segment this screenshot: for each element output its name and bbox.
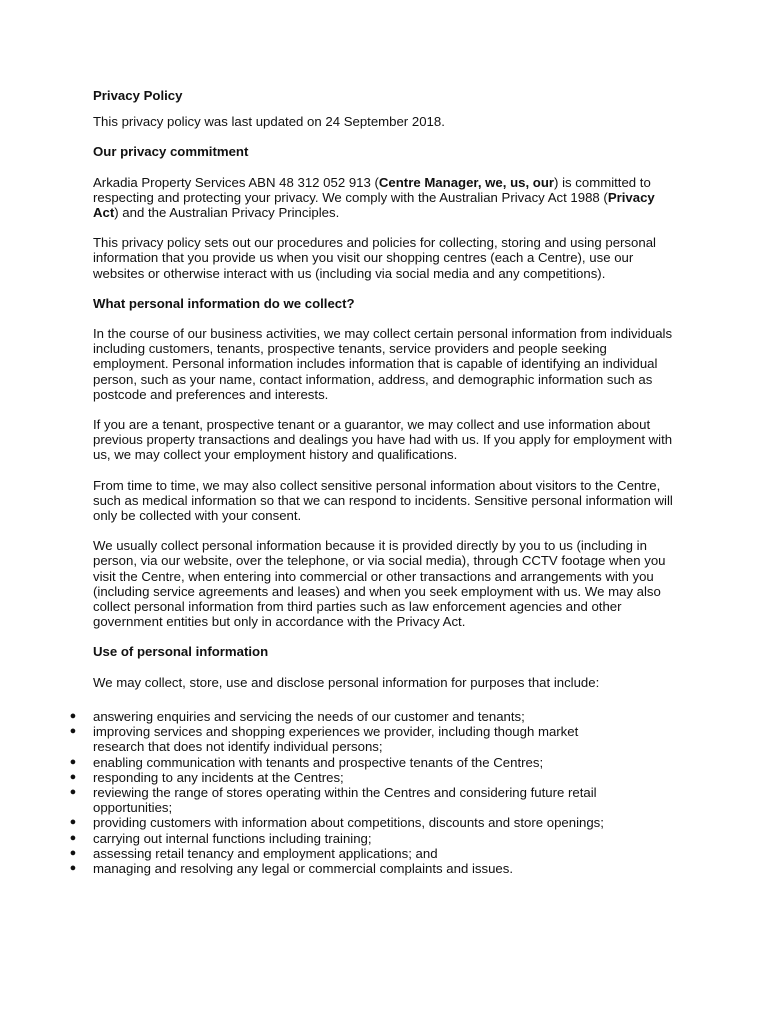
list-item: [69, 708, 683, 724]
document-body: [69, 88, 683, 876]
bullet-icon: ●: [69, 831, 77, 844]
bullet-icon: ●: [69, 770, 77, 783]
list-item: [69, 860, 683, 876]
list-item: [69, 830, 683, 846]
list-item-text: managing and resolving any legal or commercial complaints and issues.: [93, 860, 514, 876]
list-item-text: reviewing the range of stores operating within the Centres and considering future retail opportunities;: [93, 784, 597, 816]
bullet-icon: ●: [69, 755, 77, 768]
bullet-icon: ●: [69, 709, 77, 722]
last-updated-text: This privacy policy was last updated on 24 September 2018.: [93, 114, 445, 130]
commitment-paragraph-1: [93, 175, 683, 221]
bullet-icon: ●: [69, 861, 77, 874]
text-run: ) is committed to respecting and protecting your privacy. We comply with the Australian Privacy Act 1988 (: [93, 174, 651, 205]
defined-term-privacy-act: Privacy Act: [93, 189, 655, 221]
text-run: ) and the Australian Privacy Principles.: [114, 205, 340, 221]
list-item: [69, 815, 683, 831]
list-item-text: improving services and shopping experiences we provider, including though market research that does not identify individual persons;: [93, 724, 579, 755]
list-item-text: providing customers with information about competitions, discounts and store openings;: [93, 815, 604, 831]
list-item-text: enabling communication with tenants and prospective tenants of the Centres;: [93, 754, 544, 770]
list-item-text: assessing retail tenancy and employment applications; and: [93, 845, 438, 861]
collect-heading: What personal information do we collect?: [93, 295, 355, 311]
list-item: [69, 769, 683, 785]
list-item: [69, 845, 683, 861]
use-heading: Use of personal information: [93, 644, 269, 660]
page-title: Privacy Policy: [93, 88, 183, 103]
list-item: [69, 754, 683, 770]
bullet-icon: ●: [69, 846, 77, 859]
use-intro: We may collect, store, use and disclose personal information for purposes that include:: [93, 674, 600, 690]
list-item: [69, 724, 628, 755]
collect-paragraph-2: If you are a tenant, prospective tenant or a guarantor, we may collect and use information about previous property transactions and dealings you have had with us. If you apply for employment with us, we may collect your employment history and qualifications.: [93, 417, 673, 463]
defined-term-centre-manager: Centre Manager, we, us, our: [378, 174, 555, 190]
commitment-paragraph-2: This privacy policy sets out our procedures and policies for collecting, storing and using personal information that you provide us when you visit our shopping centres (each a Centre), use our websites or otherwise interact with us (including via social media and any competitions).: [93, 235, 656, 281]
list-item-text: answering enquiries and servicing the needs of our customer and tenants;: [93, 708, 525, 724]
collect-paragraph-4: We usually collect personal information because it is provided directly by you to us (including in person, via our website, over the telephone, or via social media), through CCTV footage when you visit the Centre, when entering into commercial or other transactions and arrangements with you (including service agreements and leases) and when you seek employment with us. We may also collect personal information from third parties such as law enforcement agencies and other government entities but only in accordance with the Privacy Act.: [93, 538, 666, 630]
list-item-text: responding to any incidents at the Centres;: [93, 769, 344, 785]
bullet-icon: ●: [69, 816, 77, 829]
text-run: Arkadia Property Services ABN 48 312 052 913 (: [93, 174, 379, 190]
purposes-list: [69, 708, 683, 876]
bullet-icon: ●: [69, 725, 77, 738]
collect-paragraph-1: In the course of our business activities, we may collect certain personal information from individuals including customers, tenants, prospective tenants, service providers and people seeking employment. Personal information includes information that is capable of identifying an individual person, such as your name, contact information, address, and demographic information such as postcode and preferences and interests.: [93, 326, 673, 402]
list-item: [69, 784, 613, 816]
commitment-heading: Our privacy commitment: [93, 144, 249, 160]
list-item-text: carrying out internal functions including training;: [93, 830, 372, 846]
collect-paragraph-3: From time to time, we may also collect sensitive personal information about visitors to the Centre, such as medical information so that we can respond to incidents. Sensitive personal information will only be collected with your consent.: [93, 477, 673, 524]
bullet-icon: ●: [69, 785, 77, 798]
